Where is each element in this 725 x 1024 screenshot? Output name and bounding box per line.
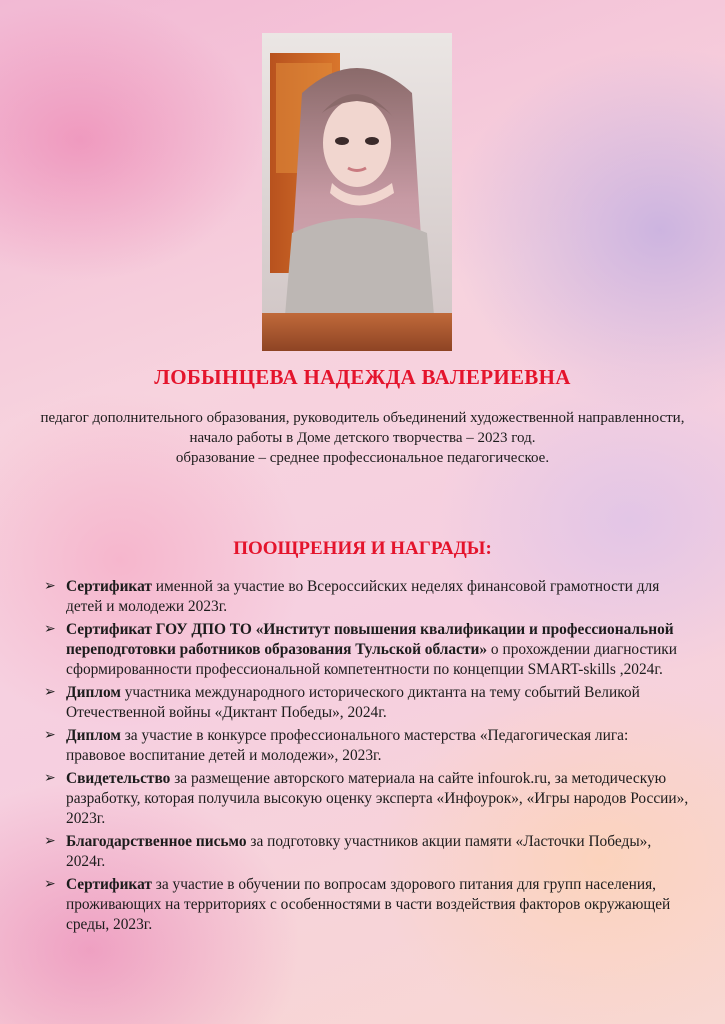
- awards-title: ПООЩРЕНИЯ И НАГРАДЫ:: [233, 538, 492, 559]
- award-description: за участие в обучении по вопросам здорового питания для групп населения, проживающих на территориях с особенностями в части воздействия факторов окружающей среды, 2023г.: [66, 876, 671, 933]
- award-type: Диплом: [66, 727, 121, 744]
- arrowhead-bullet-icon: ➢: [44, 877, 56, 892]
- award-item: [40, 683, 690, 723]
- award-description: за подготовку участников акции памяти «Ласточки Победы», 2024г.: [66, 833, 652, 870]
- award-description: о прохождении диагностики сформированности профессиональной компетентности по концепции SMART-skills ,2024г.: [66, 641, 678, 678]
- position-description: [40, 408, 685, 468]
- award-item: [40, 620, 690, 680]
- portrait-illustration: [262, 33, 452, 351]
- award-description: за размещение авторского материала на сайте infourok.ru, за методическую разработку, которая получила высокую оценку эксперта «Инфоурок», «Игры народов России», 2023г.: [66, 770, 689, 827]
- person-name: ЛОБЫНЦЕВА НАДЕЖДА ВАЛЕРИЕВНА: [154, 365, 571, 389]
- portrait-photo: [262, 33, 452, 351]
- start-date-line: начало работы в Доме детского творчества – 2023 год.: [189, 430, 536, 446]
- award-type: Сертификат: [66, 876, 152, 893]
- arrowhead-bullet-icon: ➢: [44, 771, 56, 786]
- arrowhead-bullet-icon: ➢: [44, 622, 56, 637]
- arrowhead-bullet-icon: ➢: [44, 834, 56, 849]
- arrowhead-bullet-icon: ➢: [44, 579, 56, 594]
- arrowhead-bullet-icon: ➢: [44, 728, 56, 743]
- position-line: педагог дополнительного образования, руководитель объединений художественной направленности,: [40, 410, 685, 426]
- award-type: Свидетельство: [66, 770, 171, 787]
- award-type: Благодарственное письмо: [66, 833, 247, 850]
- award-item: [40, 875, 690, 935]
- award-description: участника международного исторического диктанта на тему событий Великой Отечественной войны «Диктант Победы», 2024г.: [66, 684, 640, 721]
- award-description: именной за участие во Всероссийских неделях финансовой грамотности для детей и молодежи 2023г.: [66, 578, 660, 615]
- award-item: [40, 832, 690, 872]
- award-item: [40, 769, 690, 829]
- award-description: за участие в конкурсе профессионального мастерства «Педагогическая лига: правовое воспитание детей и молодежи», 2023г.: [66, 727, 629, 764]
- education-line: образование – среднее профессиональное педагогическое.: [175, 450, 550, 466]
- award-type: Сертификат ГОУ ДПО ТО «Институт повышения квалификации и профессиональной переподготовки работников образования Тульской области»: [66, 621, 674, 658]
- arrowhead-bullet-icon: ➢: [44, 685, 56, 700]
- award-type: Сертификат: [66, 578, 152, 595]
- award-type: Диплом: [66, 684, 121, 701]
- award-item: [40, 726, 690, 766]
- award-item: [40, 577, 690, 617]
- awards-list: [40, 577, 690, 938]
